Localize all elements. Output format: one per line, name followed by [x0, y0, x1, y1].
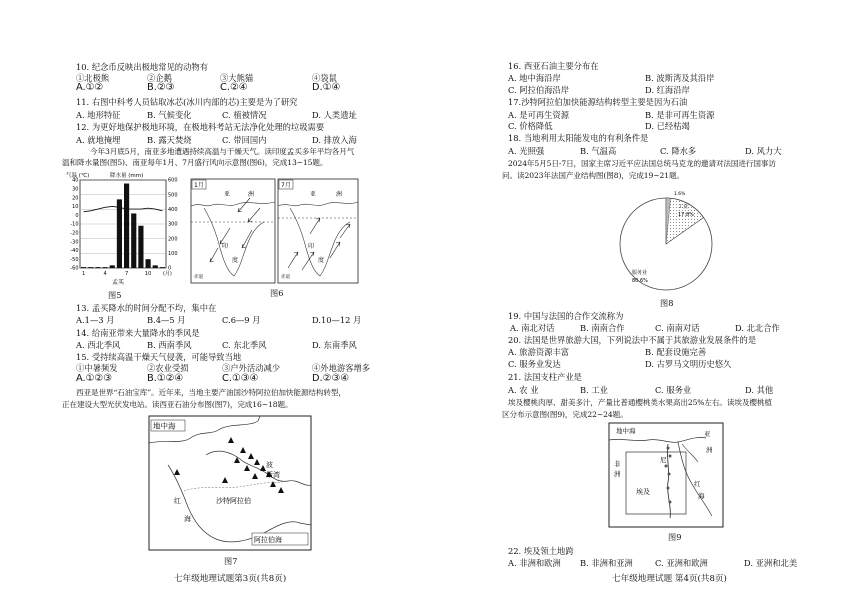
- q17-option-b[interactable]: B. 是非可再生资源: [645, 110, 715, 120]
- fig5-right-tick: 200: [168, 236, 178, 243]
- fig5-station-name: 孟买: [111, 279, 125, 286]
- q18-option-b[interactable]: B. 气温高: [580, 146, 617, 156]
- q15-option-c[interactable]: C.①③④: [222, 373, 259, 384]
- fig7-mediterranean-label: 地中海: [153, 421, 176, 431]
- q10-stem: 10. 纪念币反映出极地常见的动物有: [76, 62, 208, 72]
- svg-text:亚: 亚: [224, 191, 231, 198]
- q17-option-a[interactable]: A. 是可再生资源: [508, 110, 570, 120]
- fig5-right-axis-label: 降水量 (mm): [110, 173, 144, 179]
- svg-text:赤道: 赤道: [281, 275, 290, 280]
- q14-stem: 14. 给南亚带来大量降水的季风是: [76, 328, 200, 338]
- q20-option-b[interactable]: B. 配套设施完善: [645, 347, 707, 357]
- q13-option-b[interactable]: B.4—5 月: [147, 315, 186, 325]
- q12-option-d[interactable]: D. 排放入海: [312, 135, 357, 145]
- fig5-left-tick: -60: [70, 265, 79, 272]
- q10-option-a[interactable]: A.①②: [76, 82, 104, 93]
- figure-9-egypt-map: [608, 422, 724, 528]
- q20-option-c[interactable]: C. 服务业发达: [508, 359, 561, 369]
- figure-8-france-industry-pie: [618, 182, 714, 298]
- fig5-x-tick: 4: [103, 271, 107, 277]
- fig5-right-tick: 100: [168, 251, 178, 258]
- intro-22-24-line1: 埃及樱桃肉厚、甜美多汁，产量比普通樱桃类水果高出25%左右。读埃及樱桃植: [508, 398, 772, 407]
- q17-option-c[interactable]: C. 价格降低: [508, 121, 553, 131]
- svg-text:红: 红: [174, 497, 181, 505]
- q19-stem: 19. 中国与法国的合作交流称为: [508, 311, 624, 321]
- q17-option-d[interactable]: D. 已经枯竭: [645, 121, 690, 131]
- svg-text:埃及: 埃及: [636, 488, 650, 496]
- fig5-precip-bar: [81, 267, 86, 268]
- q10-option-b[interactable]: B.②③: [147, 82, 175, 93]
- intro-22-24-line2: 区分布示意图(图9)，完成22~24题。: [502, 410, 628, 419]
- fig7-arabian-sea-label: 阿拉伯海: [254, 536, 282, 544]
- q13-option-d[interactable]: D.10—12 月: [312, 315, 362, 325]
- figure-9-caption: 图9: [668, 532, 682, 542]
- q10-item-4: ④袋鼠: [312, 73, 337, 83]
- figure-7-caption: 图7: [224, 556, 238, 566]
- fig5-x-tick: 7: [124, 271, 129, 277]
- q20-option-d[interactable]: D. 古罗马文明历史悠久: [645, 359, 732, 369]
- fig5-precip-bar: [146, 259, 151, 268]
- q13-option-c[interactable]: C.6—9 月: [222, 315, 261, 325]
- figure-6-caption: 图6: [270, 288, 284, 298]
- q12-option-b[interactable]: B. 露天焚烧: [147, 135, 192, 145]
- fig5-precip-bar: [110, 265, 115, 268]
- q15-item-1: ①中暑频发: [76, 363, 118, 373]
- svg-text:亚: 亚: [310, 191, 317, 198]
- svg-text:洲: 洲: [336, 191, 343, 198]
- q18-stem: 18. 当地利用太阳能发电的有利条件是: [508, 133, 649, 143]
- q10-option-d[interactable]: D.①④: [312, 82, 341, 93]
- q12-option-a[interactable]: A. 就地掩埋: [76, 135, 121, 145]
- right-page-footer: 七年级地理试题 第4页(共8页): [612, 574, 727, 584]
- svg-text:赤道: 赤道: [194, 275, 203, 280]
- svg-text:17.8%: 17.8%: [678, 212, 694, 218]
- fig9-mediterranean-label: 地中海: [616, 427, 636, 435]
- q15-item-3: ③户外活动减少: [222, 363, 281, 373]
- q18-option-a[interactable]: A. 光照强: [508, 146, 545, 156]
- fig5-precip-bar: [160, 267, 165, 268]
- fig5-right-tick: 600: [168, 177, 178, 184]
- fig5-precip-bar: [103, 267, 108, 268]
- fig5-left-tick: -20: [70, 230, 79, 237]
- q19-option-a[interactable]: A. 南北对话: [510, 323, 555, 333]
- q10-item-3: ③大熊猫: [220, 73, 254, 83]
- q22-option-a[interactable]: A. 非洲和欧洲: [508, 558, 561, 568]
- fig6-panel-july: [278, 179, 358, 283]
- fig5-precip-bar: [95, 267, 100, 268]
- q16-stem: 16. 西亚石油主要分布在: [508, 61, 599, 71]
- svg-text:洲: 洲: [614, 470, 621, 478]
- fig6-panel-january: [191, 179, 275, 283]
- figure-7-west-asia-oil-map: [148, 415, 312, 551]
- fig5-left-tick: 20: [72, 195, 79, 202]
- fig6-panel1-label: 1月: [194, 182, 204, 189]
- svg-text:印: 印: [222, 243, 229, 250]
- intro-13-15-line2: 温和降水量图(图5)、南亚每年1月、7月盛行风向示意图(图6)，完成13~15题。: [62, 158, 328, 167]
- q10-item-2: ②企鹅: [147, 73, 172, 83]
- svg-text:海: 海: [698, 492, 705, 500]
- fig5-left-tick: 10: [72, 204, 79, 211]
- svg-text:洲: 洲: [248, 191, 255, 198]
- q18-option-c[interactable]: C. 降水多: [660, 146, 697, 156]
- q14-option-a[interactable]: A. 西北季风: [76, 340, 121, 350]
- svg-text:度: 度: [318, 257, 325, 264]
- q14-option-c[interactable]: C. 东北季风: [222, 340, 267, 350]
- figure-8-caption: 图8: [660, 298, 674, 308]
- q16-option-c[interactable]: C. 阿拉伯海沿岸: [508, 85, 570, 95]
- svg-text:海: 海: [184, 515, 191, 523]
- q14-option-b[interactable]: B. 西南季风: [147, 340, 192, 350]
- q19-option-d[interactable]: D. 北北合作: [735, 323, 780, 333]
- svg-text:服务业: 服务业: [632, 270, 648, 276]
- q21-option-c[interactable]: C. 服务业: [655, 385, 692, 395]
- svg-text:非: 非: [614, 460, 621, 468]
- fig7-saudi-label: 沙特阿拉伯: [216, 497, 251, 505]
- figure-6-monsoon-maps: [190, 178, 360, 286]
- q16-option-b[interactable]: B. 波斯湾及其沿岸: [645, 73, 715, 83]
- fig5-right-tick: 0: [168, 265, 172, 272]
- fig5-left-tick: 40: [72, 177, 79, 184]
- fig5-left-tick: 0: [75, 212, 79, 219]
- intro-16-18-line1: 西亚是世界“石油宝库”。近年来，当地主要产油国沙特阿拉伯加快能源结构转型，: [76, 388, 346, 397]
- q20-option-a[interactable]: A. 旅游资源丰富: [508, 347, 570, 357]
- q11-option-b[interactable]: B. 气候变化: [147, 110, 192, 120]
- intro-19-21-line2: 问。读2023年法国产业结构图(图8)，完成19~21题。: [502, 171, 684, 180]
- fig5-precip-bar: [131, 213, 136, 268]
- q15-item-4: ④外地游客增多: [312, 363, 371, 373]
- svg-text:工业: 工业: [678, 204, 689, 210]
- q22-option-d[interactable]: D. 亚洲和北美: [744, 558, 798, 568]
- q21-option-d[interactable]: D. 其他: [745, 385, 774, 395]
- svg-text:洲: 洲: [706, 446, 713, 454]
- svg-text:尼: 尼: [660, 456, 667, 464]
- intro-16-18-line2: 正在建设大型光伏发电站。读西亚石油分布图(图7)，完成16~18题。: [62, 400, 293, 409]
- q12-option-c[interactable]: C. 带回国内: [222, 135, 267, 145]
- q11-option-d[interactable]: D. 人类遗址: [312, 110, 357, 120]
- fig5-precip-bar: [138, 226, 143, 268]
- intro-19-21-line1: 2024年5月5日-7日，国家主席习近平应法国总统马克龙的邀请对法国进行国事访: [508, 159, 776, 168]
- svg-text:度: 度: [232, 257, 239, 264]
- q13-stem: 13. 孟买降水的时间分配不均，集中在: [76, 303, 217, 313]
- svg-text:80.6%: 80.6%: [632, 278, 648, 284]
- q16-option-a[interactable]: A. 地中海沿岸: [508, 73, 561, 83]
- q15-item-2: ②农业受损: [147, 363, 189, 373]
- fig5-temperature-line: [84, 206, 163, 211]
- fig5-precip-bar: [153, 265, 158, 268]
- q13-option-a[interactable]: A.1—3 月: [76, 315, 115, 325]
- fig5-left-tick: -40: [70, 248, 79, 255]
- q17-stem: 17.沙特阿拉伯加快能源结构转型主要是因为石油: [508, 97, 688, 107]
- svg-text:印: 印: [308, 243, 315, 250]
- svg-text:波: 波: [266, 461, 273, 469]
- fig5-x-tick: (月): [162, 271, 172, 277]
- fig5-right-tick: 300: [168, 221, 178, 228]
- q15-option-b[interactable]: B.①②④: [147, 373, 184, 384]
- fig5-x-tick: 1: [81, 271, 86, 277]
- fig5-right-tick: 400: [168, 207, 178, 214]
- q15-option-a[interactable]: A.①②③: [76, 373, 112, 384]
- svg-text:红: 红: [694, 480, 701, 488]
- q22-option-b[interactable]: B. 非洲和亚洲: [580, 558, 633, 568]
- q22-stem: 22. 埃及领土地跨: [508, 546, 574, 556]
- fig5-right-tick: 500: [168, 192, 178, 199]
- intro-13-15-line1: 今年3月底5月，南亚多地遭遇持续高温与干燥天气。读印度孟买多年平均各月气: [90, 147, 355, 156]
- q19-option-c[interactable]: C. 南南对话: [655, 323, 700, 333]
- fig5-precip-bar: [124, 184, 129, 268]
- q22-option-c[interactable]: C. 亚洲和欧洲: [655, 558, 708, 568]
- fig5-left-tick: -50: [70, 256, 79, 263]
- left-page-footer: 七年级地理试题第3页(共8页): [174, 574, 287, 584]
- q15-stem: 15. 受持续高温干燥天气侵袭，可能导致当地: [76, 352, 242, 362]
- q18-option-d[interactable]: D. 风力大: [745, 146, 782, 156]
- fig5-left-axis-label: 气温 (℃): [66, 173, 90, 179]
- q11-stem: 11. 右图中科考人员钻取冰芯(冰川内部的芯)主要是为了研究: [76, 97, 298, 107]
- fig5-x-tick: 10: [144, 271, 152, 277]
- q21-option-b[interactable]: B. 工业: [580, 385, 608, 395]
- q11-option-a[interactable]: A. 地形特征: [76, 110, 121, 120]
- q21-stem: 21. 法国支柱产业是: [508, 372, 582, 382]
- fig6-panel2-label: 7月: [281, 182, 291, 189]
- fig5-precip-bar: [88, 267, 93, 268]
- fig5-left-tick: -30: [70, 239, 79, 246]
- q10-option-c[interactable]: C.②④: [220, 82, 248, 93]
- q19-option-b[interactable]: B. 南南合作: [580, 323, 625, 333]
- svg-text:1.6%: 1.6%: [674, 192, 686, 197]
- q12-stem: 12. 为更好地保护极地环境，在极地科考站无法净化处理的垃圾需要: [76, 122, 325, 132]
- q14-option-d[interactable]: D. 东南季风: [312, 340, 357, 350]
- svg-text:亚: 亚: [704, 430, 711, 438]
- q21-option-a[interactable]: A. 农 业: [508, 385, 539, 395]
- figure-5-caption: 图5: [108, 290, 122, 300]
- q20-stem: 20. 法国是世界旅游大国，下列说法中不属于其旅游业发展条件的是: [508, 335, 757, 345]
- q11-option-c[interactable]: C. 植被情况: [222, 110, 267, 120]
- fig5-left-tick: -10: [70, 221, 79, 228]
- fig5-left-tick: 30: [72, 186, 79, 193]
- figure-5-climate-chart: [60, 170, 188, 286]
- q15-option-d[interactable]: D.②③④: [312, 373, 350, 384]
- svg-text:斯湾: 斯湾: [266, 471, 280, 479]
- q16-option-d[interactable]: D. 红海沿岸: [645, 85, 690, 95]
- fig5-precip-bar: [117, 199, 122, 268]
- q10-item-1: ①北极熊: [76, 73, 110, 83]
